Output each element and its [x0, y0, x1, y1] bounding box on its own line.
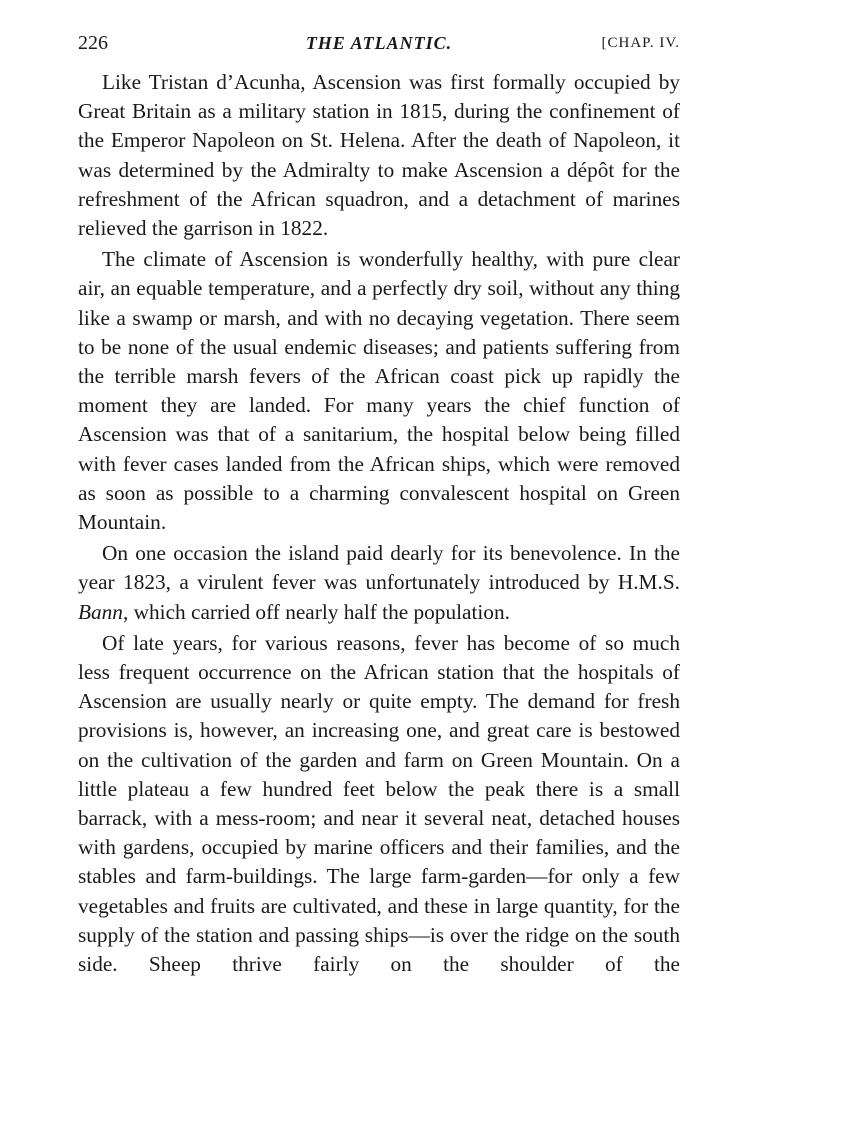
chapter-reference: [CHAP. IV.	[601, 35, 680, 51]
paragraph-ascension-occupation: Like Tristan d’Acunha, Ascension was first formally occupied by Great Britain as a military station in 1815, during the confinement of the Emperor Napoleon on St. Helena. After the death of Napoleon, it was determined by the Admiralty to make Ascension a dépôt for the refreshment of the African squadron, and a detachment of marines relieved the garrison in 1822.	[78, 70, 680, 241]
ship-name: Bann	[78, 599, 123, 624]
running-title: THE ATLANTIC.	[305, 33, 453, 53]
paragraph-fever-text-after: , which carried off nearly half the population.	[122, 599, 510, 624]
paragraph-fever-outbreak	[78, 539, 680, 627]
page-number: 226	[78, 32, 108, 54]
paragraph-fever-text-before: On one occasion the island paid dearly for its benevolence. In the year 1823, a virulent fever was unfortunately introduced by H.M.S.	[78, 541, 680, 595]
paragraph-green-mountain: Of late years, for various reasons, fever has become of so much less frequent occurrence on the African station that the hospitals of Ascension are usually nearly or quite empty. The demand for fresh provisions is, however, an increasing one, and great care is bestowed on the cultivation of the garden and farm on Green Mountain. On a little plateau a few hundred feet below the peak there is a small barrack, with a mess-room; and near it several neat, detached houses with gardens, occupied by marine officers and their families, and the stables and farm-buildings. The large farm-garden—for only a few vegetables and fruits are cultivated, and these in large quantity, for the supply of the station and passing ships—is over the ridge on the south side. Sheep thrive fairly on the shoulder of the	[78, 630, 680, 977]
book-page	[78, 28, 680, 981]
paragraph-climate: The climate of Ascension is wonderfully healthy, with pure clear air, an equable temperature, and a perfectly dry soil, without any thing like a swamp or marsh, and with no decaying vegetation. There seem to be none of the usual endemic diseases; and patients suffering from the terrible marsh fevers of the African coast pick up rapidly the moment they are landed. For many years the chief function of Ascension was that of a sanitarium, the hospital below being filled with fever cases landed from the African ships, which were removed as soon as possible to a charming convalescent hospital on Green Mountain.	[78, 247, 680, 535]
body-text	[78, 68, 680, 979]
page-header	[78, 28, 680, 58]
